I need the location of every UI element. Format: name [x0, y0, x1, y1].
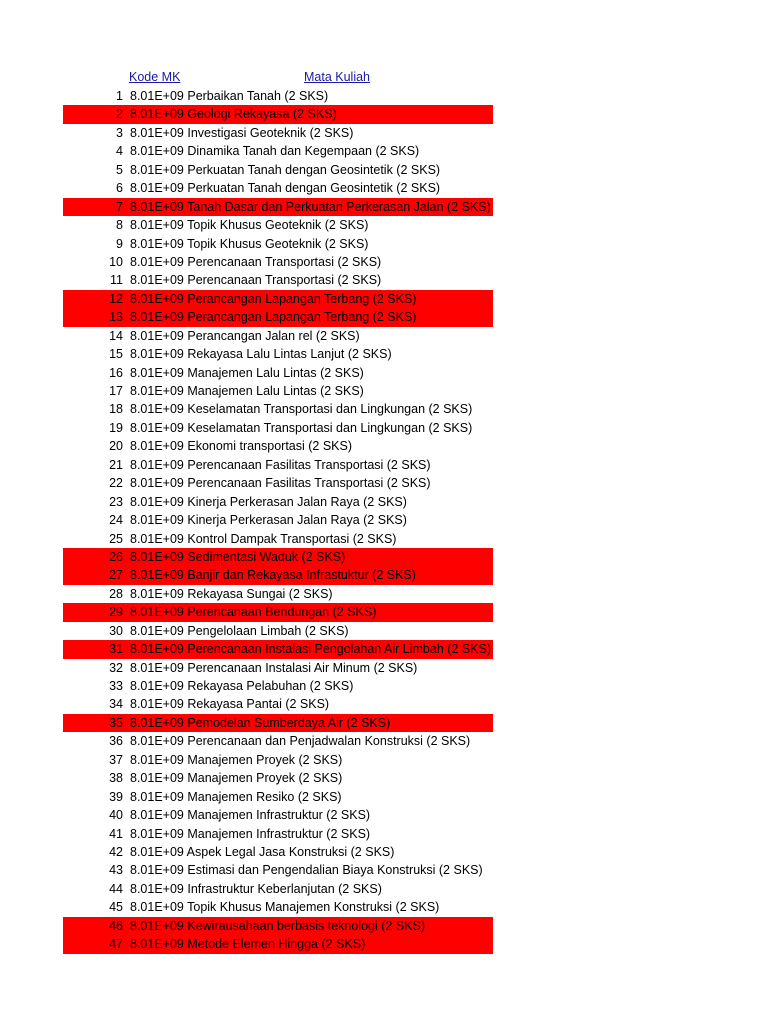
course-name: Pemodelan Sumberdaya Air (2 SKS): [187, 715, 391, 730]
course-cell: [130, 530, 396, 548]
course-code: 8.01E+09: [130, 605, 184, 620]
course-cell: [130, 437, 352, 455]
course-cell: [130, 105, 337, 123]
course-name: Keselamatan Transportasi dan Lingkungan (2 SKS): [187, 420, 473, 435]
course-cell: [130, 935, 365, 953]
row-number: 24: [109, 513, 123, 528]
table-row: [63, 400, 493, 418]
course-name: Perancangan Lapangan Terbang (2 SKS): [187, 310, 417, 325]
course-cell: [130, 253, 381, 271]
course-name: Rekayasa Lalu Lintas Lanjut (2 SKS): [187, 347, 392, 362]
course-name: Perbaikan Tanah (2 SKS): [187, 89, 329, 103]
course-name: Manajemen Lalu Lintas (2 SKS): [187, 384, 364, 398]
course-name: Manajemen Proyek (2 SKS): [187, 771, 343, 786]
table-row: [63, 216, 493, 234]
row-number: 37: [109, 752, 123, 767]
course-name: Banjir dan Rekayasa Infrastuktur (2 SKS): [187, 568, 416, 583]
table-row: [63, 105, 493, 123]
course-name: Kinerja Perkerasan Jalan Raya (2 SKS): [187, 513, 407, 528]
table-row: [63, 603, 493, 621]
table-row: [63, 345, 493, 363]
table-row: [63, 880, 493, 898]
table-row: [63, 179, 493, 197]
course-code: 8.01E+09: [130, 494, 184, 509]
table-row: [63, 769, 493, 787]
row-number: 23: [109, 494, 123, 509]
course-name: Manajemen Lalu Lintas (2 SKS): [187, 365, 364, 380]
course-cell: [130, 327, 360, 345]
course-code: 8.01E+09: [130, 365, 184, 380]
course-cell: [130, 456, 431, 474]
course-code: 8.01E+09: [130, 254, 184, 269]
row-number: 39: [109, 789, 123, 804]
table-row: [63, 474, 493, 492]
course-name: Perencanaan Instalasi Air Minum (2 SKS): [187, 660, 418, 675]
course-name: Manajemen Proyek (2 SKS): [187, 752, 343, 767]
course-cell: [130, 603, 376, 621]
course-cell: [130, 87, 328, 105]
course-code: 8.01E+09: [130, 457, 184, 472]
row-number: 31: [109, 642, 123, 657]
course-cell: [130, 732, 470, 750]
course-cell: [130, 898, 439, 916]
table-row: [63, 456, 493, 474]
row-number: 47: [109, 937, 123, 952]
course-code: 8.01E+09: [130, 273, 184, 288]
course-name: Rekayasa Pantai (2 SKS): [187, 697, 330, 712]
row-number: 10: [109, 254, 123, 269]
course-code: 8.01E+09: [130, 715, 184, 730]
course-code: 8.01E+09: [130, 918, 184, 933]
course-cell: [130, 124, 353, 142]
course-name: Pengelolaan Limbah (2 SKS): [187, 623, 349, 638]
course-cell: [130, 179, 440, 197]
course-code: 8.01E+09: [130, 199, 184, 214]
table-row: [63, 161, 493, 179]
course-cell: [130, 585, 333, 603]
course-cell: [130, 566, 416, 584]
course-name: Ekonomi transportasi (2 SKS): [187, 439, 353, 454]
row-number: 42: [109, 844, 123, 859]
table-row: [63, 382, 493, 400]
course-name: Kinerja Perkerasan Jalan Raya (2 SKS): [187, 494, 407, 509]
course-cell: [130, 788, 342, 806]
course-code: 8.01E+09: [130, 642, 184, 657]
table-row: [63, 548, 493, 566]
course-code: 8.01E+09: [130, 844, 184, 859]
course-name: Perencanaan Instalasi Pengolahan Air Limbah (2 SKS): [187, 642, 492, 657]
table-row: [63, 898, 493, 916]
row-number: 28: [109, 586, 123, 601]
table-row: [63, 235, 493, 253]
course-code: 8.01E+09: [130, 236, 184, 251]
course-code: 8.01E+09: [130, 476, 184, 491]
row-number: 22: [109, 476, 123, 491]
table-row: [63, 659, 493, 677]
course-name: Perencanaan Bendungan (2 SKS): [187, 605, 377, 620]
row-number: 34: [109, 697, 123, 712]
row-number: 14: [109, 328, 123, 343]
table-row: [63, 493, 493, 511]
table-row: [63, 677, 493, 695]
course-cell: [130, 493, 407, 511]
course-name: Perancangan Jalan rel (2 SKS): [187, 328, 360, 343]
table-row: [63, 364, 493, 382]
course-code: 8.01E+09: [130, 660, 184, 675]
row-number: 44: [109, 881, 123, 896]
course-code: 8.01E+09: [130, 439, 184, 454]
course-code: 8.01E+09: [130, 586, 184, 601]
course-code: 8.01E+09: [130, 144, 184, 159]
course-name: Keselamatan Transportasi dan Lingkungan (2 SKS): [187, 402, 473, 417]
course-name: Manajemen Infrastruktur (2 SKS): [187, 808, 371, 823]
course-list: [63, 87, 493, 954]
row-number: 17: [109, 384, 123, 398]
table-row: [63, 437, 493, 455]
course-code: 8.01E+09: [130, 347, 184, 362]
course-code: 8.01E+09: [130, 531, 184, 546]
row-number: 41: [109, 826, 123, 841]
row-number: 35: [109, 715, 123, 730]
row-number: 3: [116, 125, 123, 140]
course-code: 8.01E+09: [130, 808, 184, 823]
course-cell: [130, 861, 483, 879]
course-name: Rekayasa Pelabuhan (2 SKS): [187, 679, 354, 693]
course-code: 8.01E+09: [130, 826, 184, 841]
course-code: 8.01E+09: [130, 181, 184, 196]
course-code: 8.01E+09: [130, 513, 184, 528]
table-row: [63, 935, 493, 953]
course-code: 8.01E+09: [130, 402, 184, 417]
course-cell: [130, 474, 431, 492]
course-cell: [130, 382, 364, 400]
row-number: 9: [116, 236, 123, 251]
course-cell: [130, 198, 491, 216]
course-code: 8.01E+09: [130, 679, 184, 693]
table-row: [63, 271, 493, 289]
course-code: 8.01E+09: [130, 125, 184, 140]
course-code: 8.01E+09: [130, 881, 184, 896]
course-cell: [130, 659, 417, 677]
row-number: 13: [109, 310, 123, 325]
table-row: [63, 585, 493, 603]
table-row: [63, 622, 493, 640]
row-number: 6: [116, 181, 123, 196]
course-cell: [130, 806, 370, 824]
row-number: 29: [109, 605, 123, 620]
row-number: 1: [116, 89, 123, 103]
mata-kuliah-header-link[interactable]: Mata Kuliah: [304, 70, 371, 84]
row-number: 46: [109, 918, 123, 933]
course-cell: [130, 290, 416, 308]
course-cell: [130, 364, 364, 382]
course-code: 8.01E+09: [130, 218, 184, 233]
course-cell: [130, 308, 416, 326]
table-row: [63, 861, 493, 879]
course-code: 8.01E+09: [130, 863, 184, 878]
course-name: Topik Khusus Geoteknik (2 SKS): [187, 218, 369, 233]
course-name: Investigasi Geoteknik (2 SKS): [187, 125, 354, 140]
course-name: Perkuatan Tanah dengan Geosintetik (2 SKS): [187, 181, 441, 196]
course-name: Aspek Legal Jasa Konstruksi (2 SKS): [186, 844, 395, 859]
table-row: [63, 843, 493, 861]
course-code: 8.01E+09: [130, 771, 184, 786]
row-number: 38: [109, 771, 123, 786]
row-number: 15: [109, 347, 123, 362]
row-number: 43: [109, 863, 123, 878]
row-number: 16: [109, 365, 123, 380]
course-cell: [130, 843, 394, 861]
course-cell: [130, 235, 368, 253]
course-cell: [130, 825, 370, 843]
course-name: Rekayasa Sungai (2 SKS): [187, 586, 333, 601]
table-row: [63, 640, 493, 658]
course-code: 8.01E+09: [130, 310, 184, 325]
row-number: 26: [109, 549, 123, 564]
row-number: 5: [116, 162, 123, 177]
table-row: [63, 327, 493, 345]
course-code: 8.01E+09: [130, 384, 184, 398]
table-row: [63, 732, 493, 750]
table-row: [63, 788, 493, 806]
course-cell: [130, 142, 419, 160]
row-number: 8: [116, 218, 123, 233]
course-code: 8.01E+09: [130, 937, 184, 952]
table-row: [63, 142, 493, 160]
course-cell: [130, 769, 342, 787]
course-name: Manajemen Resiko (2 SKS): [187, 789, 342, 804]
row-number: 25: [109, 531, 123, 546]
table-row: [63, 511, 493, 529]
course-cell: [130, 548, 345, 566]
row-number: 21: [109, 457, 123, 472]
row-number: 30: [109, 623, 123, 638]
course-name: Infrastruktur Keberlanjutan (2 SKS): [187, 881, 382, 896]
course-cell: [130, 419, 472, 437]
table-row: [63, 198, 493, 216]
table-row: [63, 825, 493, 843]
course-cell: [130, 622, 349, 640]
row-number: 18: [109, 402, 123, 417]
row-number: 45: [109, 900, 123, 915]
course-name: Estimasi dan Pengendalian Biaya Konstruksi (2 SKS): [187, 863, 483, 878]
course-code: 8.01E+09: [130, 549, 184, 564]
row-number: 40: [109, 808, 123, 823]
row-number: 12: [109, 291, 123, 306]
course-cell: [130, 695, 329, 713]
course-name: Sedimentasi Waduk (2 SKS): [187, 549, 346, 564]
course-cell: [130, 751, 342, 769]
course-cell: [130, 271, 381, 289]
course-name: Perancangan Lapangan Terbang (2 SKS): [187, 291, 417, 306]
course-name: Topik Khusus Geoteknik (2 SKS): [187, 236, 369, 251]
course-code: 8.01E+09: [130, 162, 184, 177]
table-row: [63, 714, 493, 732]
course-name: Perencanaan Transportasi (2 SKS): [187, 273, 382, 288]
course-cell: [130, 216, 368, 234]
row-number: 2: [116, 107, 123, 122]
row-number: 33: [109, 679, 123, 693]
course-cell: [130, 400, 472, 418]
course-name: Perencanaan Fasilitas Transportasi (2 SKS): [187, 457, 431, 472]
course-name: Dinamika Tanah dan Kegempaan (2 SKS): [187, 144, 420, 159]
course-code: 8.01E+09: [130, 900, 184, 915]
course-code: 8.01E+09: [130, 734, 184, 749]
course-name: Geologi Rekayasa (2 SKS): [187, 107, 337, 122]
header-row: [63, 67, 493, 87]
course-code: 8.01E+09: [130, 420, 184, 435]
row-number: 36: [109, 734, 123, 749]
table-row: [63, 530, 493, 548]
table-row: [63, 253, 493, 271]
course-code: 8.01E+09: [130, 752, 184, 767]
table-row: [63, 695, 493, 713]
course-code: 8.01E+09: [130, 107, 184, 122]
table-row: [63, 290, 493, 308]
table-row: [63, 419, 493, 437]
course-cell: [130, 917, 425, 935]
course-cell: [130, 880, 382, 898]
course-name: Perencanaan Fasilitas Transportasi (2 SKS): [187, 476, 431, 491]
table-row: [63, 87, 493, 105]
course-name: Perkuatan Tanah dengan Geosintetik (2 SKS): [187, 162, 441, 177]
row-number: 19: [109, 420, 123, 435]
table-row: [63, 566, 493, 584]
row-number: 7: [116, 199, 123, 214]
course-cell: [130, 511, 407, 529]
table-row: [63, 308, 493, 326]
row-number: 4: [116, 144, 123, 159]
table-row: [63, 917, 493, 935]
course-name: Tanah Dasar dan Perkuatan Perkerasan Jalan (2 SKS): [187, 199, 491, 214]
course-cell: [130, 677, 353, 695]
row-number: 11: [110, 273, 123, 288]
table-row: [63, 806, 493, 824]
course-code: 8.01E+09: [130, 568, 184, 583]
course-code: 8.01E+09: [130, 328, 184, 343]
row-number: 32: [109, 660, 123, 675]
course-cell: [130, 345, 392, 363]
spreadsheet: [63, 67, 493, 954]
course-code: 8.01E+09: [130, 89, 184, 103]
course-code: 8.01E+09: [130, 623, 184, 638]
course-name: Topik Khusus Manajemen Konstruksi (2 SKS): [187, 900, 440, 915]
course-name: Metode Elemen Hingga (2 SKS): [187, 937, 366, 952]
course-code: 8.01E+09: [130, 789, 184, 804]
row-number: 27: [109, 568, 123, 583]
course-code: 8.01E+09: [130, 291, 184, 306]
kode-mk-header-link[interactable]: Kode MK: [129, 70, 181, 84]
course-name: Kewirausahaan berbasis teknologi (2 SKS): [187, 918, 425, 933]
course-code: 8.01E+09: [130, 697, 184, 712]
row-number: 20: [109, 439, 123, 454]
course-name: Kontrol Dampak Transportasi (2 SKS): [187, 531, 397, 546]
table-row: [63, 751, 493, 769]
course-cell: [130, 161, 440, 179]
table-row: [63, 124, 493, 142]
course-cell: [130, 714, 390, 732]
course-name: Perencanaan dan Penjadwalan Konstruksi (2 SKS): [187, 734, 471, 749]
course-name: Manajemen Infrastruktur (2 SKS): [187, 826, 371, 841]
course-name: Perencanaan Transportasi (2 SKS): [187, 254, 382, 269]
course-cell: [130, 640, 491, 658]
